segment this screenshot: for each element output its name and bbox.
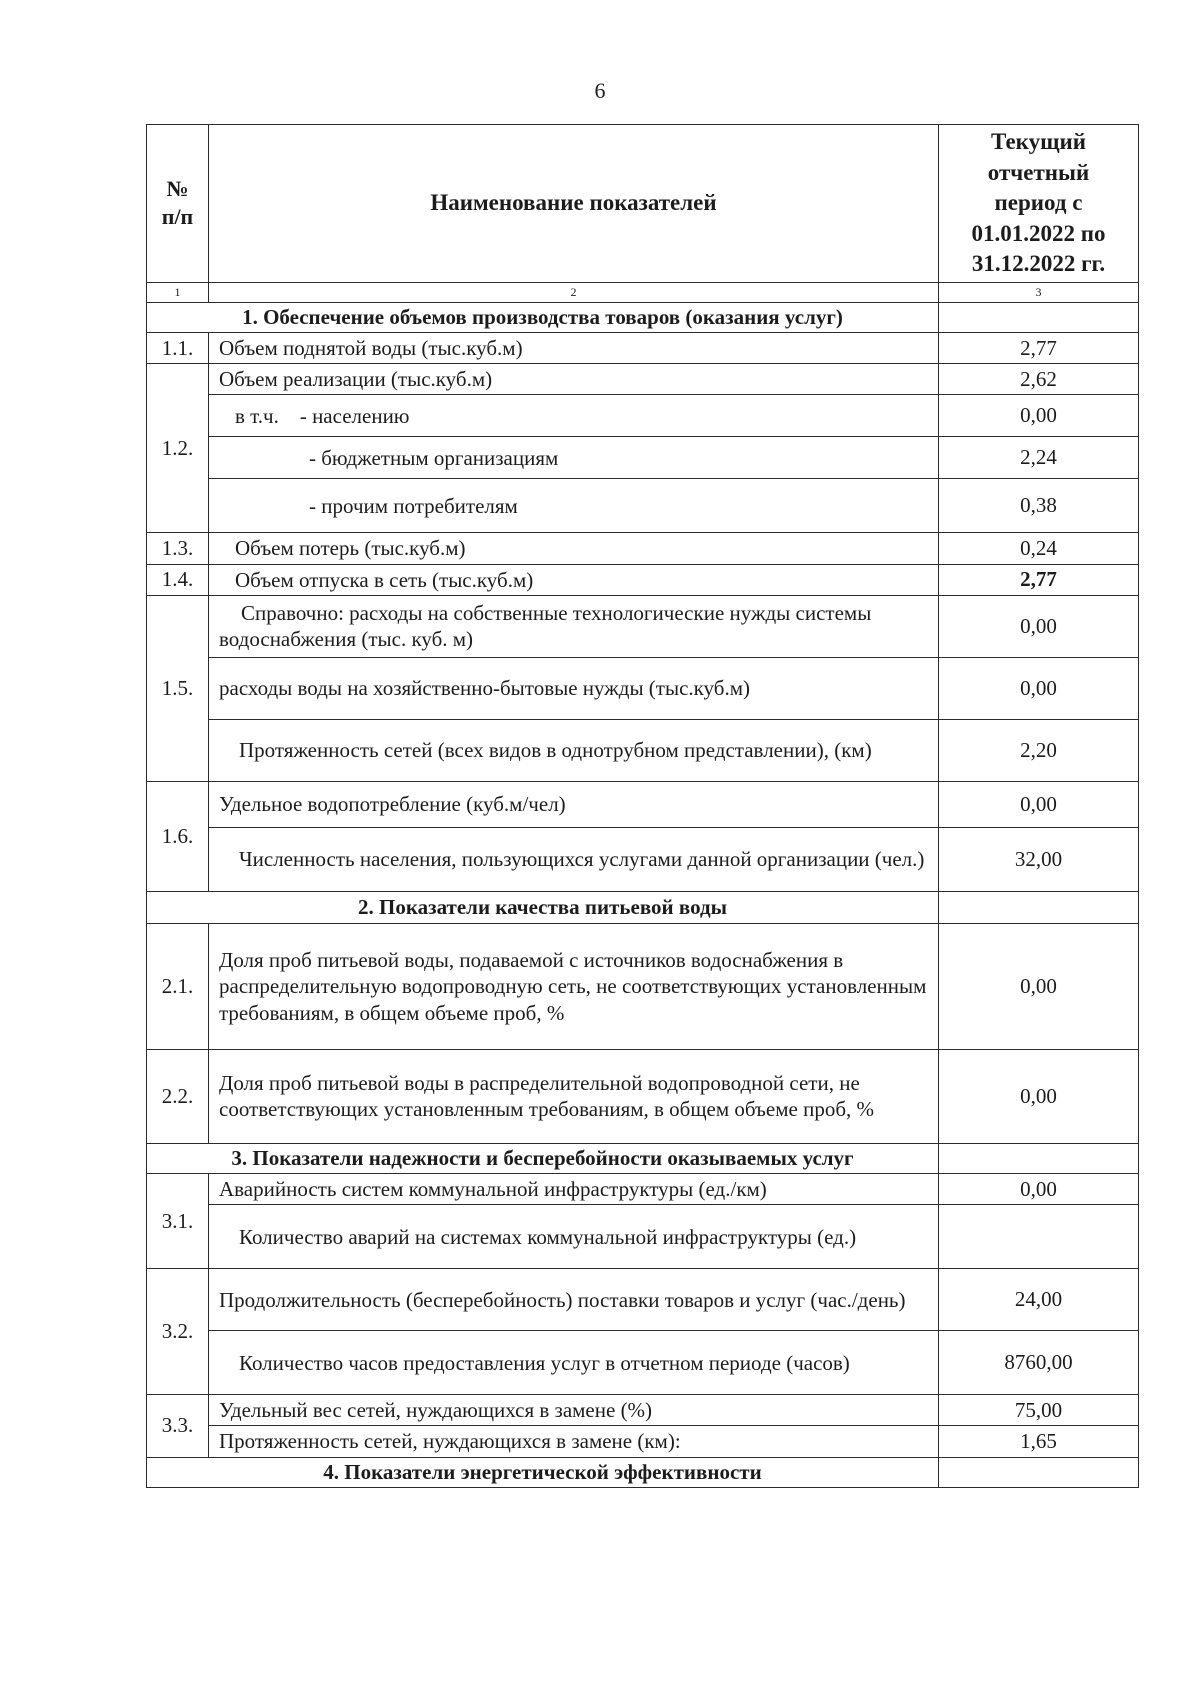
row-value: 0,24 <box>939 533 1139 564</box>
row-name: Доля проб питьевой воды в распределительной водопроводной сети, не соответствующих установленным требованиям, в общем объеме проб, % <box>209 1049 939 1143</box>
row-name: Объем реализации (тыс.куб.м) <box>209 364 939 395</box>
row-value: 0,00 <box>939 1173 1139 1204</box>
row-name: Протяженность сетей, нуждающихся в замене (км): <box>209 1426 939 1457</box>
row-name: Протяженность сетей (всех видов в однотрубном представлении), (км) <box>209 719 939 781</box>
row-number: 1.5. <box>147 595 209 781</box>
row-name: Численность населения, пользующихся услугами данной организации (чел.) <box>209 827 939 891</box>
indicators-table <box>146 124 1139 1488</box>
table-row <box>147 923 1139 1049</box>
row-number: 3.3. <box>147 1395 209 1458</box>
row-name: - бюджетным организациям <box>209 437 939 479</box>
table-row <box>147 1331 1139 1395</box>
row-name: Объем поднятой воды (тыс.куб.м) <box>209 332 939 363</box>
row-name: Удельное водопотребление (куб.м/чел) <box>209 781 939 827</box>
section-row <box>147 302 1139 332</box>
section-title: 3. Показатели надежности и бесперебойности оказываемых услуг <box>147 1143 939 1173</box>
row-number: 2.2. <box>147 1049 209 1143</box>
header-name: Наименование показателей <box>209 125 939 283</box>
row-name: Количество часов предоставления услуг в отчетном периоде (часов) <box>209 1331 939 1395</box>
section-title: 4. Показатели энергетической эффективности <box>147 1457 939 1487</box>
section-row <box>147 1143 1139 1173</box>
row-value: 2,77 <box>939 564 1139 595</box>
table-row <box>147 533 1139 564</box>
table-row <box>147 781 1139 827</box>
section-row <box>147 1457 1139 1487</box>
row-number: 2.1. <box>147 923 209 1049</box>
row-name: в т.ч. - населению <box>209 395 939 437</box>
row-name: Аварийность систем коммунальной инфраструктуры (ед./км) <box>209 1173 939 1204</box>
table-row <box>147 1049 1139 1143</box>
row-name: Удельный вес сетей, нуждающихся в замене (%) <box>209 1395 939 1426</box>
row-value: 8760,00 <box>939 1331 1139 1395</box>
table-row <box>147 595 1139 657</box>
section-title: 1. Обеспечение объемов производства товаров (оказания услуг) <box>147 302 939 332</box>
header-number: № п/п <box>147 125 209 283</box>
table-row <box>147 719 1139 781</box>
row-value: 0,00 <box>939 595 1139 657</box>
row-name: Продолжительность (бесперебойность) поставки товаров и услуг (час./день) <box>209 1269 939 1331</box>
table-row <box>147 1173 1139 1204</box>
row-value: 0,00 <box>939 781 1139 827</box>
row-value: 0,38 <box>939 479 1139 533</box>
row-value: 0,00 <box>939 657 1139 719</box>
column-index: 2 <box>209 282 939 302</box>
row-number: 1.1. <box>147 332 209 363</box>
row-value: 0,00 <box>939 395 1139 437</box>
row-value: 0,00 <box>939 1049 1139 1143</box>
table-row <box>147 657 1139 719</box>
row-value: 2,20 <box>939 719 1139 781</box>
row-name: Справочно: расходы на собственные технологические нужды системы водоснабжения (тыс. куб. м) <box>209 595 939 657</box>
row-value: 2,24 <box>939 437 1139 479</box>
column-index-row <box>147 282 1139 302</box>
row-name: Объем потерь (тыс.куб.м) <box>209 533 939 564</box>
table-header-row <box>147 125 1139 283</box>
column-index: 1 <box>147 282 209 302</box>
section-row <box>147 891 1139 923</box>
row-name: расходы воды на хозяйственно-бытовые нужды (тыс.куб.м) <box>209 657 939 719</box>
row-value: 1,65 <box>939 1426 1139 1457</box>
table-row <box>147 827 1139 891</box>
table-row <box>147 437 1139 479</box>
table-row <box>147 332 1139 363</box>
row-number: 1.2. <box>147 364 209 533</box>
row-name: Объем отпуска в сеть (тыс.куб.м) <box>209 564 939 595</box>
row-name: Количество аварий на системах коммунальной инфраструктуры (ед.) <box>209 1205 939 1269</box>
table-row <box>147 479 1139 533</box>
page-number: 6 <box>594 78 606 103</box>
row-value: 2,77 <box>939 332 1139 363</box>
table-row <box>147 1395 1139 1426</box>
row-number: 1.3. <box>147 533 209 564</box>
row-value: 2,62 <box>939 364 1139 395</box>
row-value: 0,00 <box>939 923 1139 1049</box>
table-row <box>147 364 1139 395</box>
section-title: 2. Показатели качества питьевой воды <box>147 891 939 923</box>
table-row <box>147 1426 1139 1457</box>
row-value <box>939 1205 1139 1269</box>
row-name: Доля проб питьевой воды, подаваемой с источников водоснабжения в распределительную водопроводную сеть, не соответствующих установленным требованиям, в общем объеме проб, % <box>209 923 939 1049</box>
table-row <box>147 564 1139 595</box>
row-number: 1.6. <box>147 781 209 891</box>
row-value: 75,00 <box>939 1395 1139 1426</box>
row-name: - прочим потребителям <box>209 479 939 533</box>
table-row <box>147 1269 1139 1331</box>
column-index: 3 <box>939 282 1139 302</box>
header-value: Текущий отчетный период с 01.01.2022 по 31.12.2022 гг. <box>939 125 1139 283</box>
row-value: 24,00 <box>939 1269 1139 1331</box>
row-number: 1.4. <box>147 564 209 595</box>
row-number: 3.2. <box>147 1269 209 1395</box>
row-number: 3.1. <box>147 1173 209 1268</box>
table-row <box>147 395 1139 437</box>
row-value: 32,00 <box>939 827 1139 891</box>
table-row <box>147 1205 1139 1269</box>
